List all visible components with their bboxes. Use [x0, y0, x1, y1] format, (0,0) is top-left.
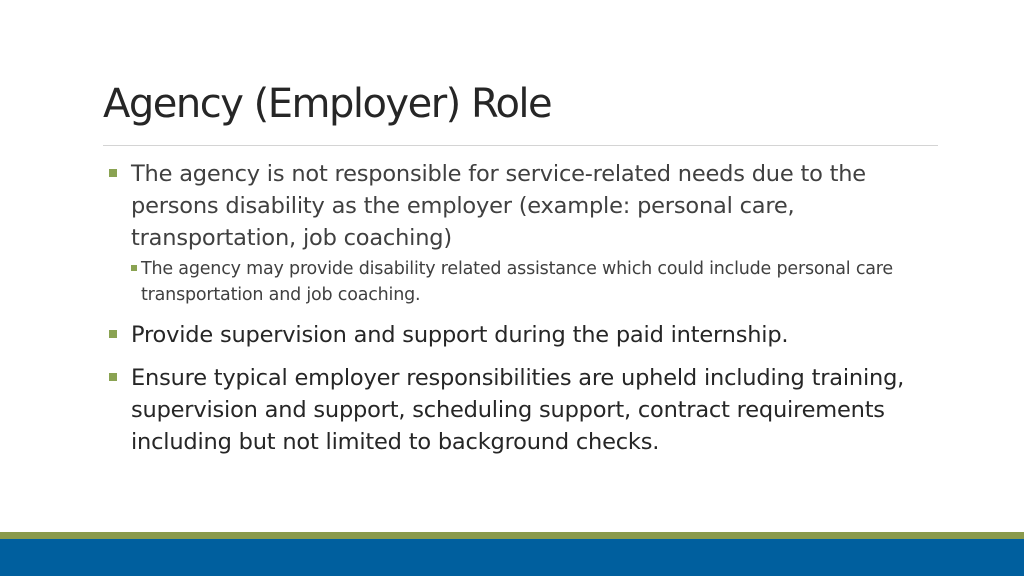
square-bullet-icon — [109, 169, 117, 177]
sub-bullet-list — [131, 256, 938, 308]
bullet-list — [108, 158, 938, 458]
footer-band-green — [0, 532, 1024, 539]
square-bullet-icon — [109, 373, 117, 381]
bullet-item — [108, 158, 938, 308]
slide-title: Agency (Employer) Role — [103, 81, 552, 127]
square-bullet-icon — [131, 265, 137, 271]
bullet-text: Ensure typical employer responsibilities are upheld including training, supervision and support, scheduling support, contract requirements including but not limited to background checks. — [131, 365, 905, 455]
bullet-text: Provide supervision and support during the paid internship. — [131, 322, 789, 348]
footer-band-blue — [0, 539, 1024, 576]
bullet-item — [108, 319, 938, 351]
sub-bullet-item — [131, 256, 938, 308]
sub-bullet-text: The agency may provide disability related assistance which could include personal care transportation and job coaching. — [141, 259, 893, 305]
title-divider — [103, 145, 938, 146]
square-bullet-icon — [109, 330, 117, 338]
bullet-item — [108, 362, 938, 458]
bullet-text: The agency is not responsible for service-related needs due to the persons disability as the employer (example: personal care, transportation, job coaching) — [131, 161, 866, 251]
